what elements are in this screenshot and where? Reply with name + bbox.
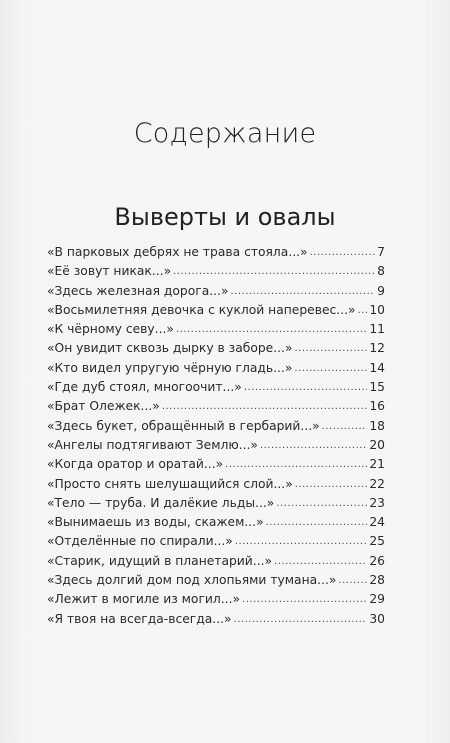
toc-page-number: 18 [369,418,385,433]
toc-page-number: 16 [369,399,385,414]
toc-entry [47,532,385,551]
dot-leader [162,397,368,416]
toc-page-number: 7 [377,245,385,259]
toc-page-number: 22 [369,476,385,491]
toc-page-number: 26 [369,553,385,568]
toc-entry-title: «Старик, идущий в планетарий...» [47,553,273,568]
toc-page-number: 10 [369,302,385,317]
toc-entry-title: «Ангелы подтягивают Землю...» [47,437,258,452]
toc-entry-title: «Здесь долгий дом под хлопьями тумана...» [47,573,337,588]
dot-leader [338,571,367,590]
toc-page-number: 28 [369,573,385,588]
dot-leader [294,339,367,358]
toc-page-number: 23 [369,495,385,510]
toc-entry-title: «Кто видел упругую чёрную гладь...» [47,360,293,375]
page-title: Содержание [133,118,317,149]
toc-entry-title: «Где дуб стоял, многоочит...» [47,380,242,395]
toc-entry-title: «Здесь букет, обращённый в гербарий...» [47,418,320,433]
table-of-contents [47,243,385,629]
toc-page-number: 21 [369,457,385,472]
toc-entry [47,436,385,455]
toc-entry [47,610,385,629]
toc-entry [47,475,385,494]
dot-leader [294,359,367,378]
toc-entry [47,320,385,339]
dot-leader [230,282,375,301]
toc-entry [47,417,385,436]
toc-entry [47,397,385,416]
toc-entry-title: «Когда оратор и оратай...» [47,457,224,472]
toc-page-number: 14 [369,360,385,375]
dot-leader [242,590,367,609]
toc-entry [47,243,385,262]
toc-entry [47,282,385,301]
dot-leader [276,494,367,513]
toc-entry [47,339,385,358]
toc-entry-title: «Вынимаешь из воды, скажем...» [47,515,264,530]
toc-entry [47,455,385,474]
dot-leader [235,532,368,551]
toc-entry-title: «Её зовут никак...» [47,264,172,279]
toc-entry-title: «В парковых дебрях не трава стояла...» [47,245,308,259]
toc-entry-title: «Здесь железная дорога...» [47,283,229,298]
toc-entry-title: «К чёрному севу...» [47,322,174,337]
toc-page-number: 30 [369,611,385,626]
toc-entry [47,494,385,513]
dot-leader [176,320,367,339]
toc-entry-title: «Брат Олежек...» [47,399,160,414]
toc-page-number: 12 [369,341,385,356]
toc-page-number: 8 [377,264,385,279]
toc-entry-title: «Лежит в могиле из могил...» [47,592,241,607]
toc-entry [47,571,385,590]
dot-leader [173,262,375,281]
toc-entry [47,301,385,320]
toc-page-number: 20 [369,437,385,452]
toc-entry-title: «Восьмилетняя девочка с куклой наперевес...» [47,302,356,317]
toc-entry [47,590,385,609]
toc-entry-title: «Он увидит сквозь дырку в заборе...» [47,341,293,356]
dot-leader [266,513,368,532]
toc-page-number: 9 [377,283,385,298]
toc-entry [47,262,385,281]
dot-leader [310,243,376,262]
toc-entry [47,359,385,378]
toc-entry [47,552,385,571]
toc-entry-title: «Просто снять шелушащийся слой...» [47,476,293,491]
toc-page-number: 25 [369,534,385,549]
toc-page-number: 24 [369,515,385,530]
toc-entry-title: «Тело — труба. И далёкие льды...» [47,495,275,510]
dot-leader [225,455,367,474]
dot-leader [295,475,368,494]
toc-page-number: 11 [369,322,385,337]
dot-leader [260,436,367,455]
dot-leader [244,378,368,397]
dot-leader [322,417,368,436]
section-title: Выверты и овалы [114,203,336,231]
dot-leader [274,552,367,571]
dot-leader [358,301,368,320]
toc-entry [47,378,385,397]
dot-leader [234,610,368,629]
toc-page-number: 15 [369,380,385,395]
toc-page-number: 29 [369,592,385,607]
toc-entry [47,513,385,532]
toc-entry-title: «Отделённые по спирали...» [47,534,233,549]
toc-entry-title: «Я твоя на всегда-всегда...» [47,611,232,626]
